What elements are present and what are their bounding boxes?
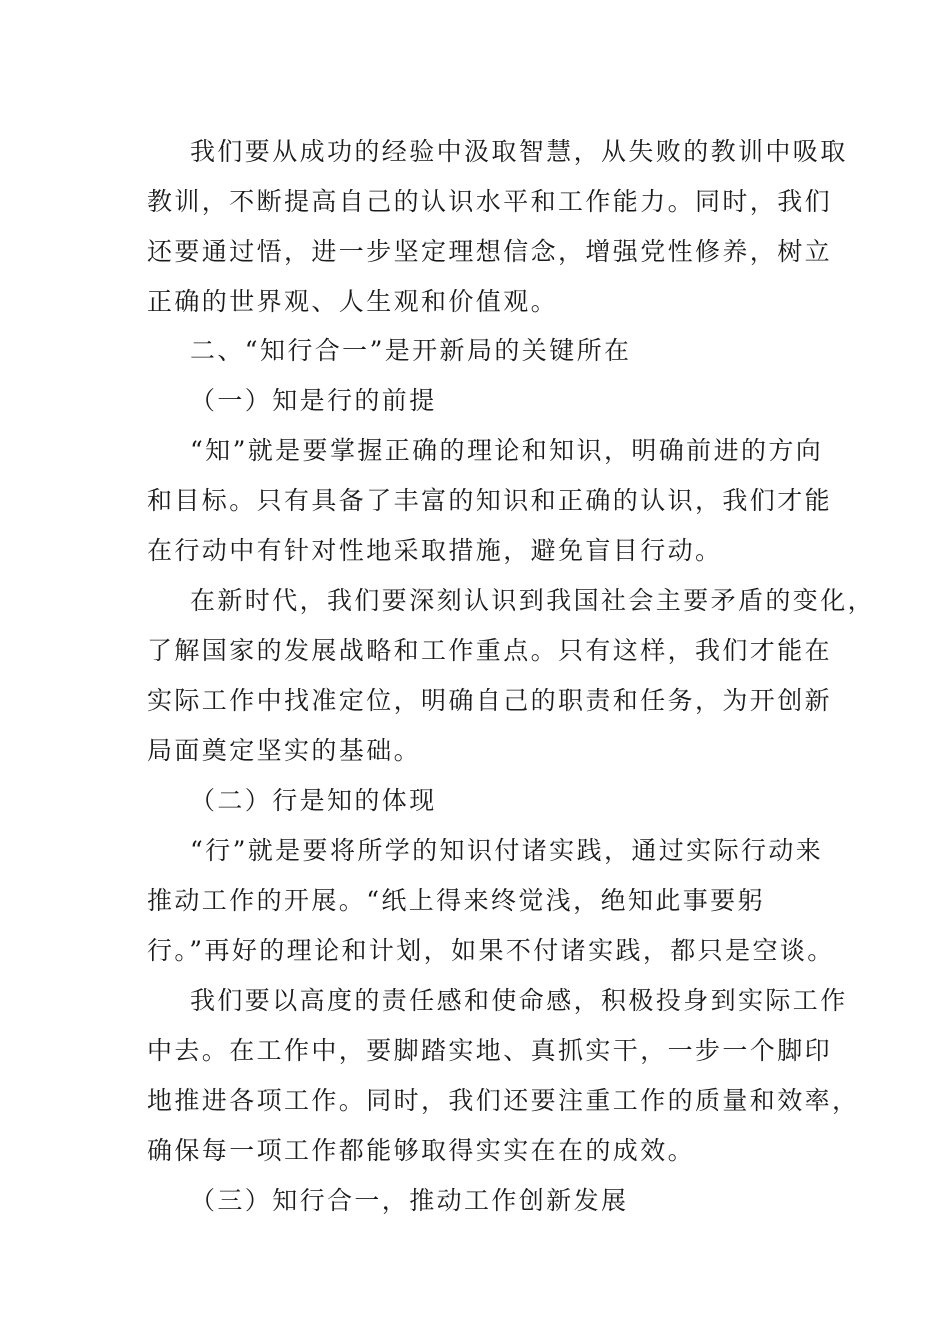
paragraph-line: 局面奠定坚实的基础。 <box>147 736 422 765</box>
paragraph-line: 在行动中有针对性地采取措施，避免盲目行动。 <box>147 536 723 565</box>
paragraph-line: 我们要以高度的责任感和使命感，积极投身到实际工作 <box>190 986 848 1015</box>
paragraph-line: 了解国家的发展战略和工作重点。只有这样，我们才能在 <box>147 636 833 665</box>
subsection-heading: （一）知是行的前提 <box>190 386 437 415</box>
paragraph-line: 正确的世界观、人生观和价值观。 <box>147 287 559 316</box>
section-heading: 二、“知行合一”是开新局的关键所在 <box>190 336 632 365</box>
paragraph-line: 和目标。只有具备了丰富的知识和正确的认识，我们才能 <box>147 486 833 515</box>
subsection-heading: （三）知行合一，推动工作创新发展 <box>190 1186 629 1215</box>
paragraph-line: 确保每一项工作都能够取得实实在在的成效。 <box>147 1136 696 1165</box>
paragraph-line: 在新时代，我们要深刻认识到我国社会主要矛盾的变化， <box>190 586 876 615</box>
paragraph-line: 我们要从成功的经验中汲取智慧，从失败的教训中吸取 <box>190 137 848 166</box>
paragraph-line: “行”就是要将所学的知识付诸实践，通过实际行动来 <box>190 836 824 865</box>
paragraph-line: 教训，不断提高自己的认识水平和工作能力。同时，我们 <box>147 187 833 216</box>
paragraph-line: 行。”再好的理论和计划，如果不付诸实践，都只是空谈。 <box>147 936 835 965</box>
paragraph-line: 还要通过悟，进一步坚定理想信念，增强党性修养，树立 <box>147 237 833 266</box>
paragraph-line: 地推进各项工作。同时，我们还要注重工作的质量和效率， <box>147 1086 860 1115</box>
subsection-heading: （二）行是知的体现 <box>190 786 437 815</box>
paragraph-line: 中去。在工作中，要脚踏实地、真抓实干，一步一个脚印 <box>147 1036 833 1065</box>
paragraph-line: “知”就是要掌握正确的理论和知识，明确前进的方向 <box>190 436 824 465</box>
paragraph-line: 推动工作的开展。“纸上得来终觉浅，绝知此事要躬 <box>147 886 765 915</box>
paragraph-line: 实际工作中找准定位，明确自己的职责和任务，为开创新 <box>147 686 833 715</box>
